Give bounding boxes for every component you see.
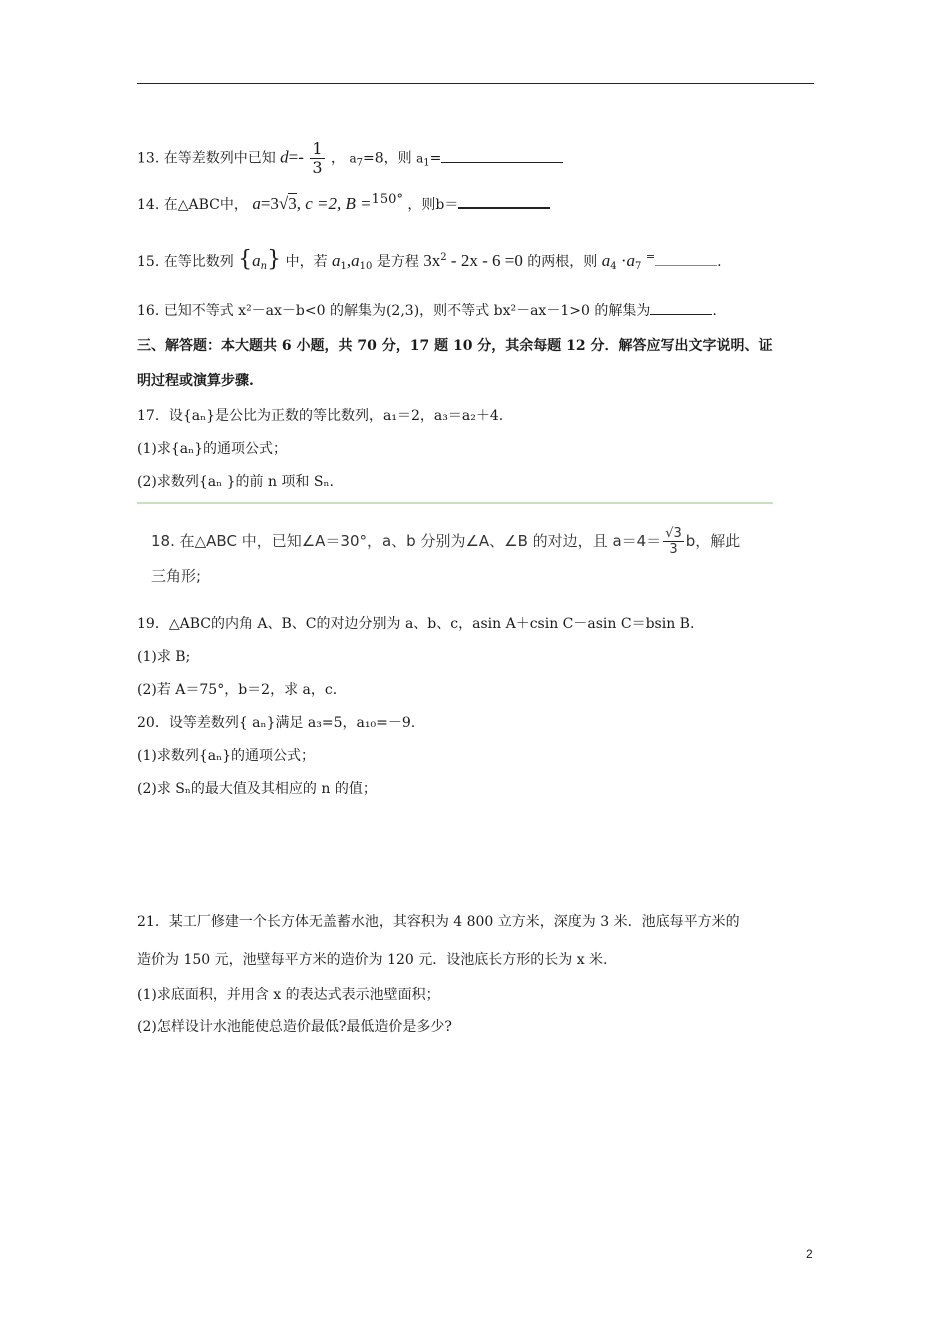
page-number: 2 [806, 1247, 813, 1261]
question-19: 19．△ABC的内角 A、B、C的对边分别为 a、b、c，asin A＋csin C－asin C＝bsin B. [137, 616, 695, 632]
question-19-part2: (2)若 A＝75°，b＝2，求 a，c. [137, 682, 338, 698]
question-20: 20．设等差数列{ aₙ}满足 a₃=5，a₁₀=－9. [137, 715, 416, 731]
answer-blank[interactable] [441, 150, 563, 163]
image-top-border [137, 502, 773, 504]
question-20-part2: (2)求 Sₙ的最大值及其相应的 n 的值； [137, 781, 377, 797]
question-18: 18. 在△ABC 中，已知∠A＝30°，a、b 分别为∠A、∠B 的对边，且 a＝4＝ $\frac{√3}{3}$ b，解此 [151, 526, 741, 557]
question-number: 13. [137, 150, 160, 167]
question-15: 15. 在等比数列 $\{a_n\}$ 中，若 $a_1,a_{10}$ 是方程 $3x^2 - 2x - 6 =0$ 的两根，则 $a_4 \cdot a_7$ = . [137, 247, 722, 272]
question-18-image [137, 502, 773, 594]
answer-blank[interactable] [655, 253, 717, 266]
header-rule [137, 83, 814, 84]
answer-blank[interactable] [458, 195, 550, 209]
question-19-part1: (1)求 B; [137, 649, 191, 665]
question-21: 21．某工厂修建一个长方体无盖蓄水池，其容积为 4 800 立方米，深度为 3 米．池底每平方米的 [137, 914, 740, 930]
section-heading: 三、解答题：本大题共 6 小题，共 70 分，17 题 10 分，其余每题 12 分．解答应写出文字说明、证 [137, 338, 773, 354]
answer-blank[interactable] [650, 302, 712, 315]
question-16: 16. 已知不等式 x²－ax－b<0 的解集为(2,3)，则不等式 bx²－ax－1>0 的解集为 . [137, 303, 717, 319]
question-18-cont: 三角形; [151, 567, 202, 585]
question-21-part2: (2)怎样设计水池能使总造价最低?最低造价是多少? [137, 1019, 452, 1035]
fraction: $\frac{1}{3}$ [312, 139, 323, 177]
sqrt-symbol: √ [278, 194, 289, 213]
question-21-cont: 造价为 150 元，池壁每平方米的造价为 120 元．设池底长方形的长为 x 米. [137, 952, 608, 968]
section-heading-cont: 明过程或演算步骤. [137, 373, 254, 389]
question-21-part1: (1)求底面积，并用含 x 的表达式表示池壁面积； [137, 987, 440, 1003]
question-20-part1: (1)求数列{aₙ}的通项公式； [137, 748, 316, 764]
question-13: 13. 在等差数列中已知 d=- $\frac{1}{3}$ ， $a_7=8$，则 $a_1=$ [137, 140, 563, 177]
fraction: $\frac{√3}{3}$ [665, 526, 682, 557]
question-14: 14. 在△ABC中， a=3√3, c =2, B =150° ，则b＝ [137, 190, 550, 215]
question-17: 17．设{aₙ}是公比为正数的等比数列，a₁＝2，a₃＝a₂＋4. [137, 408, 504, 424]
question-17-part2: (2)求数列{aₙ }的前 n 项和 Sₙ. [137, 474, 334, 490]
question-17-part1: (1)求{aₙ}的通项公式； [137, 441, 288, 457]
